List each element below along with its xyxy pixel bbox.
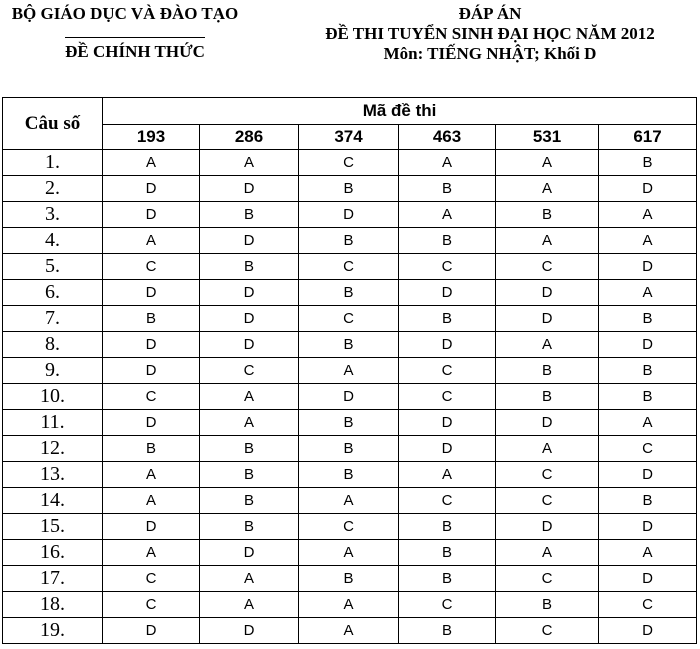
question-number: 4. bbox=[3, 228, 103, 254]
answer-cell: D bbox=[200, 228, 299, 254]
answer-cell: D bbox=[103, 280, 200, 306]
answer-cell: C bbox=[599, 436, 697, 462]
question-number: 19. bbox=[3, 618, 103, 644]
answer-cell: B bbox=[599, 358, 697, 384]
answer-cell: A bbox=[103, 150, 200, 176]
official-status: ĐỀ CHÍNH THỨC bbox=[65, 42, 205, 61]
answer-cell: C bbox=[399, 254, 496, 280]
document-title: ĐÁP ÁN bbox=[458, 4, 522, 23]
answer-key-table bbox=[2, 97, 697, 644]
answer-cell: C bbox=[496, 488, 599, 514]
answer-cell: D bbox=[200, 176, 299, 202]
answer-cell: C bbox=[496, 462, 599, 488]
table-row bbox=[3, 618, 697, 644]
answer-cell: A bbox=[496, 332, 599, 358]
answer-cell: A bbox=[299, 488, 399, 514]
answer-cell: B bbox=[200, 254, 299, 280]
table-row bbox=[3, 514, 697, 540]
answer-cell: D bbox=[299, 384, 399, 410]
answer-cell: C bbox=[299, 254, 399, 280]
answer-cell: B bbox=[200, 488, 299, 514]
answer-cell: C bbox=[200, 358, 299, 384]
question-number: 8. bbox=[3, 332, 103, 358]
answer-cell: D bbox=[399, 332, 496, 358]
question-number: 14. bbox=[3, 488, 103, 514]
answer-cell: B bbox=[200, 202, 299, 228]
answer-cell: B bbox=[599, 488, 697, 514]
answer-cell: D bbox=[496, 514, 599, 540]
table-row bbox=[3, 488, 697, 514]
question-number: 9. bbox=[3, 358, 103, 384]
exam-code-group-header: Mã đề thi bbox=[103, 98, 697, 125]
answer-cell: C bbox=[103, 566, 200, 592]
answer-cell: A bbox=[103, 228, 200, 254]
answer-cell: A bbox=[599, 410, 697, 436]
answer-cell: B bbox=[299, 176, 399, 202]
answer-cell: B bbox=[399, 514, 496, 540]
answer-cell: A bbox=[200, 410, 299, 436]
table-row bbox=[3, 384, 697, 410]
answer-cell: B bbox=[399, 540, 496, 566]
answer-cell: C bbox=[599, 592, 697, 618]
answer-cell: B bbox=[599, 306, 697, 332]
answer-cell: D bbox=[103, 176, 200, 202]
answer-cell: C bbox=[299, 514, 399, 540]
answer-cell: D bbox=[496, 306, 599, 332]
answer-cell: D bbox=[103, 358, 200, 384]
answer-cell: B bbox=[496, 358, 599, 384]
subject-line: Môn: TIẾNG NHẬT; Khối D bbox=[383, 44, 597, 63]
answer-cell: A bbox=[599, 228, 697, 254]
answer-cell: D bbox=[496, 410, 599, 436]
answer-cell: D bbox=[200, 540, 299, 566]
answer-cell: A bbox=[299, 618, 399, 644]
question-number: 11. bbox=[3, 410, 103, 436]
answer-cell: B bbox=[399, 618, 496, 644]
answer-cell: B bbox=[599, 384, 697, 410]
table-row bbox=[3, 592, 697, 618]
answer-cell: B bbox=[399, 306, 496, 332]
question-number: 2. bbox=[3, 176, 103, 202]
table-row bbox=[3, 410, 697, 436]
exam-code-header: 463 bbox=[399, 125, 496, 150]
exam-name: ĐỀ THI TUYỂN SINH ĐẠI HỌC NĂM 2012 bbox=[325, 24, 655, 43]
answer-cell: A bbox=[200, 566, 299, 592]
question-number: 16. bbox=[3, 540, 103, 566]
answer-cell: D bbox=[599, 332, 697, 358]
table-row bbox=[3, 358, 697, 384]
exam-code-header: 617 bbox=[599, 125, 697, 150]
answer-cell: D bbox=[599, 176, 697, 202]
answer-cell: B bbox=[299, 410, 399, 436]
question-number: 17. bbox=[3, 566, 103, 592]
answer-cell: A bbox=[399, 462, 496, 488]
table-row bbox=[3, 228, 697, 254]
table-row bbox=[3, 202, 697, 228]
answer-cell: A bbox=[496, 150, 599, 176]
answer-cell: A bbox=[299, 592, 399, 618]
answer-cell: A bbox=[399, 150, 496, 176]
answer-cell: D bbox=[103, 618, 200, 644]
answer-cell: A bbox=[299, 358, 399, 384]
answer-cell: A bbox=[496, 436, 599, 462]
exam-code-header: 374 bbox=[299, 125, 399, 150]
answer-cell: A bbox=[496, 176, 599, 202]
table-row bbox=[3, 566, 697, 592]
answer-cell: D bbox=[599, 566, 697, 592]
answer-cell: D bbox=[103, 202, 200, 228]
answer-cell: B bbox=[496, 384, 599, 410]
answer-cell: D bbox=[103, 410, 200, 436]
answer-cell: C bbox=[399, 384, 496, 410]
question-number: 12. bbox=[3, 436, 103, 462]
answer-cell: A bbox=[103, 540, 200, 566]
answer-cell: D bbox=[599, 254, 697, 280]
answer-cell: C bbox=[299, 150, 399, 176]
question-number: 18. bbox=[3, 592, 103, 618]
answer-cell: B bbox=[599, 150, 697, 176]
question-number: 13. bbox=[3, 462, 103, 488]
table-row bbox=[3, 540, 697, 566]
answer-cell: D bbox=[399, 436, 496, 462]
answer-cell: D bbox=[599, 514, 697, 540]
answer-cell: D bbox=[200, 280, 299, 306]
question-number: 15. bbox=[3, 514, 103, 540]
answer-cell: D bbox=[200, 332, 299, 358]
answer-cell: B bbox=[299, 280, 399, 306]
answer-cell: A bbox=[200, 592, 299, 618]
table-row bbox=[3, 150, 697, 176]
answer-cell: C bbox=[399, 488, 496, 514]
answer-cell: A bbox=[496, 228, 599, 254]
answer-cell: D bbox=[496, 280, 599, 306]
answer-cell: A bbox=[599, 280, 697, 306]
answer-cell: C bbox=[496, 566, 599, 592]
question-number: 5. bbox=[3, 254, 103, 280]
answer-cell: A bbox=[599, 202, 697, 228]
answer-cell: B bbox=[399, 228, 496, 254]
answer-cell: C bbox=[399, 358, 496, 384]
answer-rows bbox=[3, 150, 697, 644]
answer-cell: B bbox=[399, 566, 496, 592]
answer-cell: C bbox=[496, 254, 599, 280]
answer-cell: B bbox=[200, 514, 299, 540]
question-number: 6. bbox=[3, 280, 103, 306]
table-row bbox=[3, 176, 697, 202]
table-row bbox=[3, 332, 697, 358]
answer-cell: B bbox=[200, 462, 299, 488]
question-number-header: Câu số bbox=[3, 98, 103, 150]
exam-code-header: 531 bbox=[496, 125, 599, 150]
answer-cell: B bbox=[299, 332, 399, 358]
answer-cell: D bbox=[103, 514, 200, 540]
answer-cell: C bbox=[399, 592, 496, 618]
answer-cell: C bbox=[103, 384, 200, 410]
question-number: 1. bbox=[3, 150, 103, 176]
answer-cell: A bbox=[200, 384, 299, 410]
answer-cell: D bbox=[200, 618, 299, 644]
answer-cell: B bbox=[496, 202, 599, 228]
answer-cell: A bbox=[103, 488, 200, 514]
table-row bbox=[3, 280, 697, 306]
exam-code-header: 193 bbox=[103, 125, 200, 150]
question-number: 3. bbox=[3, 202, 103, 228]
issuer-block bbox=[0, 4, 270, 62]
exam-code-header: 286 bbox=[200, 125, 299, 150]
answer-cell: A bbox=[103, 462, 200, 488]
answer-cell: D bbox=[299, 202, 399, 228]
answer-cell: D bbox=[399, 410, 496, 436]
answer-cell: C bbox=[103, 592, 200, 618]
answer-cell: A bbox=[299, 540, 399, 566]
table-row bbox=[3, 436, 697, 462]
answer-cell: B bbox=[299, 462, 399, 488]
answer-cell: B bbox=[496, 592, 599, 618]
answer-cell: B bbox=[299, 566, 399, 592]
table-row bbox=[3, 462, 697, 488]
question-number: 10. bbox=[3, 384, 103, 410]
document-title-block bbox=[280, 4, 700, 64]
answer-cell: B bbox=[103, 306, 200, 332]
answer-cell: D bbox=[599, 462, 697, 488]
answer-cell: B bbox=[103, 436, 200, 462]
answer-cell: A bbox=[599, 540, 697, 566]
answer-cell: D bbox=[200, 306, 299, 332]
answer-cell: A bbox=[496, 540, 599, 566]
table-row bbox=[3, 254, 697, 280]
answer-cell: B bbox=[399, 176, 496, 202]
header-divider bbox=[65, 37, 205, 38]
answer-cell: A bbox=[399, 202, 496, 228]
answer-cell: B bbox=[299, 436, 399, 462]
answer-cell: C bbox=[496, 618, 599, 644]
answer-cell: C bbox=[299, 306, 399, 332]
ministry-name: BỘ GIÁO DỤC VÀ ĐÀO TẠO bbox=[11, 4, 239, 23]
answer-cell: D bbox=[103, 332, 200, 358]
answer-cell: B bbox=[200, 436, 299, 462]
answer-cell: A bbox=[200, 150, 299, 176]
answer-cell: D bbox=[599, 618, 697, 644]
answer-cell: B bbox=[299, 228, 399, 254]
answer-cell: D bbox=[399, 280, 496, 306]
table-row bbox=[3, 306, 697, 332]
question-number: 7. bbox=[3, 306, 103, 332]
answer-cell: C bbox=[103, 254, 200, 280]
